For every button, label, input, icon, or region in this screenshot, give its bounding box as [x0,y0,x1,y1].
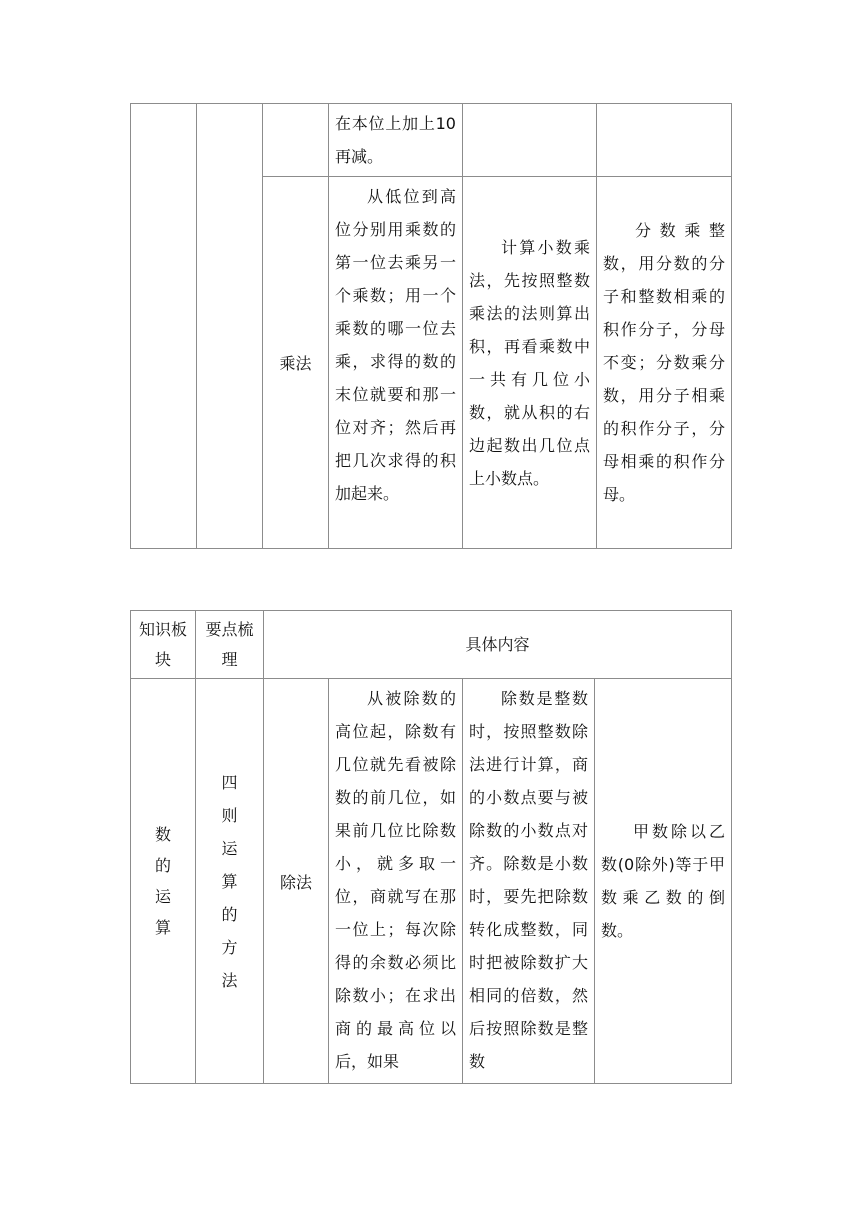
multiplication-fraction-cell [597,177,732,549]
addition-fraction-cell-empty [597,104,732,177]
point-cell-empty [197,104,263,549]
multiplication-label: 乘法 [279,354,312,373]
division-decimal-cell [463,679,595,1084]
division-integer-cell [329,679,463,1084]
operations-table [130,610,732,1084]
division-label: 除法 [279,872,312,892]
division-label-cell [264,679,329,1084]
addition-tail-text: 在本位上加上10再减。 [335,114,456,166]
division-fraction-cell [595,679,732,1084]
division-fraction-rule: 甲数除以乙数(0除外)等于甲数乘乙数的倒数。 [601,822,726,940]
division-integer-rule: 从被除数的高位起，除数有几位就先看被除数的前几位，如果前几位比除数小，就多取一位，商就写在那一位上；每次除得的余数必须比除数小；在求出商的最高位以后，如果 [335,689,456,1071]
addition-tail-cell [329,104,463,177]
header-key-points-text: 要点梳理 [205,619,254,669]
division-decimal-rule: 除数是整数时，按照整数除法进行计算，商的小数点要与被除数的小数点对齐。除数是小数时，要先把除数转化成整数，同时把被除数扩大相同的倍数，然后按照除数是整数 [469,689,588,1071]
header-knowledge-block [131,611,196,679]
point-name: 四则运算的方法 [221,772,238,990]
multiplication-label-cell [263,177,329,549]
header-key-points [196,611,264,679]
point-name-cell [196,679,264,1084]
block-cell-empty [131,104,197,549]
addition-decimal-cell-empty [463,104,597,177]
multiplication-fraction-rule: 分数乘整数，用分数的分子和整数相乘的积作分子，分母不变；分数乘分数，用分子相乘的积作分子，分母相乘的积作分母。 [603,221,725,504]
multiplication-integer-cell [329,177,463,549]
operations-table-continued [130,103,732,549]
header-details [264,611,732,679]
block-name: 数的运算 [155,825,172,937]
header-knowledge-block-text: 知识板块 [139,619,188,669]
multiplication-decimal-cell [463,177,597,549]
multiplication-decimal-rule: 计算小数乘法，先按照整数乘法的法则算出积，再看乘数中一共有几位小数，就从积的右边起数出几位点上小数点。 [469,237,590,488]
multiplication-integer-rule: 从低位到高位分别用乘数的第一位去乘另一个乘数；用一个乘数的哪一位去乘，求得的数的末位就要和那一位对齐；然后再把几次求得的积加起来。 [335,187,456,503]
block-name-cell [131,679,196,1084]
header-details-text: 具体内容 [465,634,530,654]
op-cell-empty [263,104,329,177]
